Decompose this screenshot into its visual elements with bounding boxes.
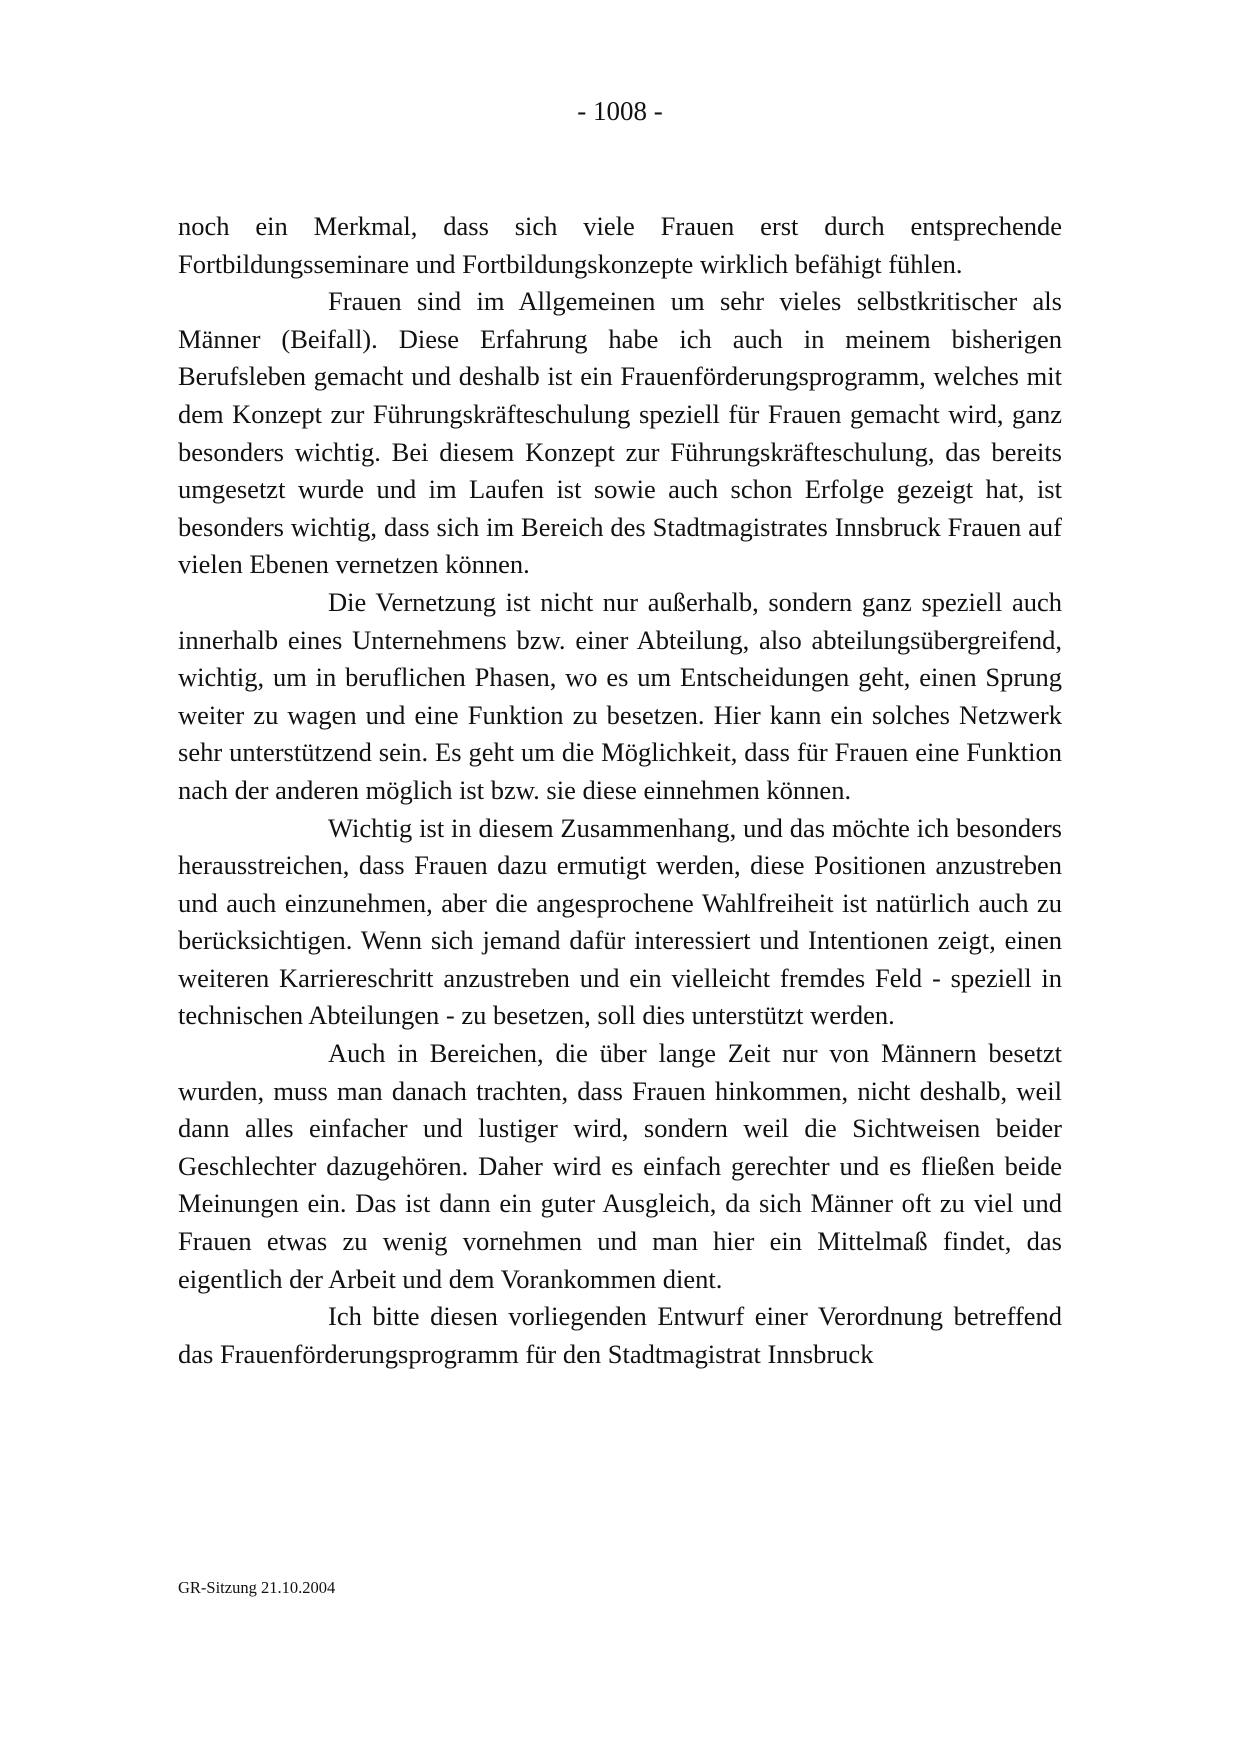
footer-session-label: GR-Sitzung 21.10.2004 [178, 1578, 336, 1597]
page-number: - 1008 - [577, 96, 663, 126]
paragraph-1: noch ein Merkmal, dass sich viele Frauen erst durch entsprechende Fortbildungsseminare und Fortbildungskonzepte wirklich befähigt fühlen. [178, 211, 1062, 279]
paragraph-6: Ich bitte diesen vorliegenden Entwurf einer Verordnung betreffend das Frauenförderungsprogramm für den Stadtmagistrat Innsbruck [178, 1301, 1062, 1369]
paragraph-4: Wichtig ist in diesem Zusammenhang, und das möchte ich besonders herausstreichen, dass Frauen dazu ermutigt werden, diese Positionen anzustreben und auch einzunehmen, aber die angesprochene Wahlfreiheit ist natürlich auch zu berücksichtigen. Wenn sich jemand dafür interessiert und Intentionen zeigt, einen weiteren Karriereschritt anzustreben und ein vielleicht fremdes Feld - speziell in technischen Abteilungen - zu besetzen, soll dies unterstützt werden. [178, 812, 1062, 1031]
paragraph-2: Frauen sind im Allgemeinen um sehr vieles selbstkritischer als Männer (Beifall). Diese Erfahrung habe ich auch in meinem bisherigen Berufsleben gemacht und deshalb ist ein Frauenförderungsprogramm, welches mit dem Konzept zur Führungskräfteschulung speziell für Frauen gemacht wird, ganz besonders wichtig. Bei diesem Konzept zur Führungskräfteschulung, das bereits umgesetzt wurde und im Laufen ist sowie auch schon Erfolge gezeigt hat, ist besonders wichtig, dass sich im Bereich des Stadtmagistrates Innsbruck Frauen auf vielen Ebenen vernetzen können. [178, 286, 1062, 580]
paragraph-3: Die Vernetzung ist nicht nur außerhalb, sondern ganz speziell auch innerhalb eines Unternehmens bzw. einer Abteilung, also abteilungsübergreifend, wichtig, um in beruflichen Phasen, wo es um Entscheidungen geht, einen Sprung weiter zu wagen und eine Funktion zu besetzen. Hier kann ein solches Netzwerk sehr unterstützend sein. Es geht um die Möglichkeit, dass für Frauen eine Funktion nach der anderen möglich ist bzw. sie diese einnehmen können. [178, 586, 1062, 805]
body-text [178, 208, 1062, 1373]
paragraph-5: Auch in Bereichen, die über lange Zeit nur von Männern besetzt wurden, muss man danach trachten, dass Frauen hinkommen, nicht deshalb, weil dann alles einfacher und lustiger wird, sondern weil die Sichtweisen beider Geschlechter dazugehören. Daher wird es einfach gerechter und es fließen beide Meinungen ein. Das ist dann ein guter Ausgleich, da sich Männer oft zu viel und Frauen etwas zu wenig vornehmen und man hier ein Mittelmaß findet, das eigentlich der Arbeit und dem Vorankommen dient. [178, 1038, 1062, 1294]
